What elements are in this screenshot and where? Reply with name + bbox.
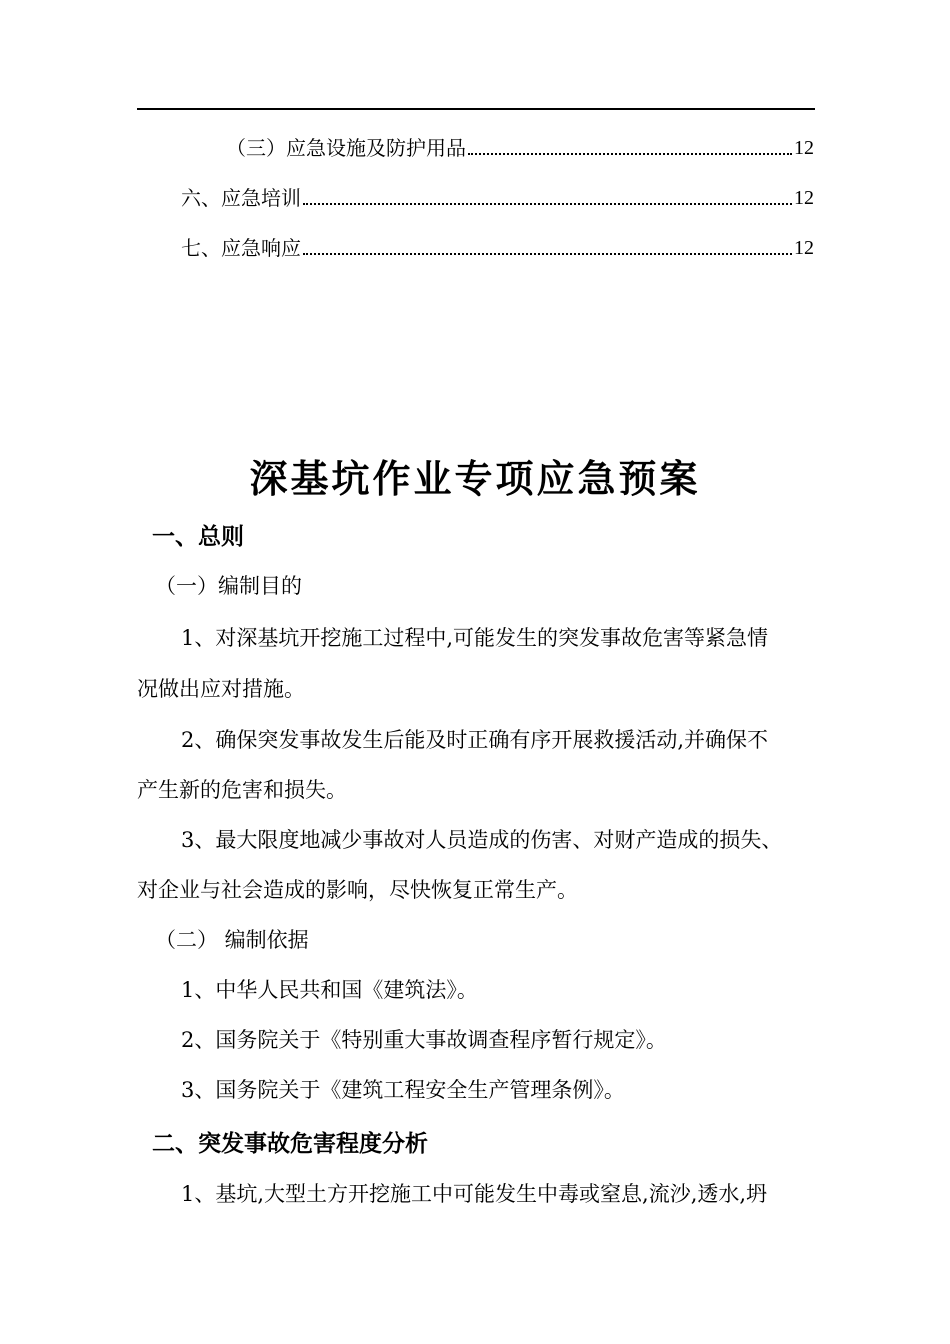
section-heading: 一、总则 [152,524,244,550]
toc-entry-label: 六、应急培训 [181,186,301,210]
paragraph-line: 产生新的危害和损失。 [137,778,347,802]
document-title: 深基坑作业专项应急预案 [249,457,701,501]
section-heading: 二、突发事故危害程度分析 [152,1131,428,1157]
paragraph-line: 2、国务院关于《特别重大事故调查程序暂行规定》。 [181,1028,667,1052]
paragraph-line: 3、最大限度地减少事故对人员造成的伤害、对财产造成的损失、 [181,828,783,852]
header-rule [137,108,815,110]
toc-entry-label: （三）应急设施及防护用品 [226,136,466,160]
toc-leader-dots [468,153,792,155]
paragraph-line: 况做出应对措施。 [137,677,305,701]
paragraph-line: 3、国务院关于《建筑工程安全生产管理条例》。 [181,1078,625,1102]
toc-leader-dots [303,203,792,205]
toc-entry-label: 七、应急响应 [181,236,301,260]
paragraph-line: 对企业与社会造成的影响，尽快恢复正常生产。 [137,878,578,902]
toc-entry-page: 12 [794,187,814,209]
toc-entry[interactable] [181,230,814,260]
toc-leader-dots [303,253,792,255]
toc-entry[interactable] [226,130,814,160]
paragraph-line: 1、中华人民共和国《建筑法》。 [181,978,478,1002]
toc-entry-page: 12 [794,237,814,259]
subsection-heading: （一）编制目的 [155,574,302,598]
subsection-heading: （二） 编制依据 [155,928,309,952]
toc-entry-page: 12 [794,137,814,159]
toc-entry[interactable] [181,180,814,210]
paragraph-line: 2、确保突发事故发生后能及时正确有序开展救援活动,并确保不 [181,728,769,752]
paragraph-line: 1、基坑,大型土方开挖施工中可能发生中毒或窒息,流沙,透水,坍 [181,1182,768,1206]
paragraph-line: 1、对深基坑开挖施工过程中,可能发生的突发事故危害等紧急情 [181,626,769,650]
